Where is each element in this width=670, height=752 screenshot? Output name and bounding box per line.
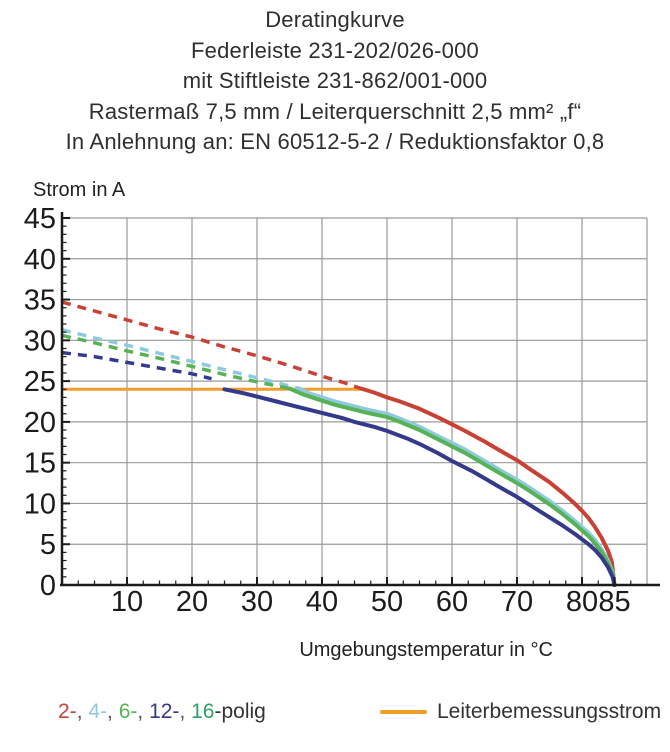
- legend-separator: ,: [179, 700, 192, 723]
- legend-item-16polig: 16: [191, 700, 215, 723]
- legend-separator: ,: [137, 700, 150, 723]
- y-axis-title: Strom in A: [33, 179, 126, 201]
- y-tick-label: 25: [23, 366, 56, 399]
- tick-label-layer: [24, 203, 631, 618]
- legend-separator: ,: [107, 700, 119, 723]
- x-tick-label: 40: [305, 586, 339, 618]
- x-axis-title: Umgebungstemperatur in °C: [299, 639, 553, 661]
- series-layer: [62, 302, 615, 585]
- y-tick-label: 10: [23, 488, 56, 521]
- curve-dashed-2-polig: [62, 302, 361, 389]
- x-tick-label: 10: [110, 586, 144, 618]
- y-tick-label: 15: [23, 447, 56, 480]
- title-line-3: mit Stiftleiste 231-862/001-000: [182, 68, 488, 93]
- title-line-4: Rastermaß 7,5 mm / Leiterquerschnitt 2,5 mm² „f“: [88, 98, 582, 124]
- x-tick-label: 85: [598, 586, 631, 618]
- grid-layer: [62, 218, 647, 585]
- y-tick-label: 45: [23, 203, 56, 235]
- x-tick-label: 60: [435, 586, 469, 618]
- chart-title-block: [0, 5, 670, 158]
- x-tick-label: 80: [565, 586, 599, 618]
- legend-row: [0, 700, 670, 730]
- y-tick-label: 0: [39, 570, 56, 602]
- legend-item-12polig: 12-: [149, 700, 180, 723]
- reference-line-swatch: [380, 710, 427, 714]
- x-tick-label: 30: [240, 586, 274, 618]
- y-tick-label: 40: [23, 243, 56, 276]
- legend-item-4polig: 4-: [88, 700, 108, 723]
- x-tick-label: 20: [175, 586, 209, 618]
- y-tick-label: 35: [23, 284, 56, 317]
- x-tick-label: 50: [370, 586, 404, 618]
- legend-item-6polig: 6-: [118, 700, 138, 723]
- derating-chart: [0, 170, 670, 670]
- legend-separator: ,: [76, 700, 89, 723]
- title-line-1: Deratingkurve: [265, 7, 405, 32]
- x-tick-label: 70: [500, 586, 534, 618]
- y-tick-label: 5: [39, 529, 56, 562]
- pole-count-legend: [58, 700, 266, 724]
- title-line-5: In Anlehnung an: EN 60512-5-2 / Reduktionsfaktor 0,8: [65, 129, 605, 154]
- legend-suffix: -polig: [214, 700, 266, 723]
- legend-item-2polig: 2-: [58, 700, 77, 723]
- reference-line-label: Leiterbemessungsstrom: [437, 700, 662, 723]
- y-tick-label: 30: [23, 325, 56, 358]
- y-tick-label: 20: [23, 406, 56, 439]
- title-line-2: Federleiste 231-202/026-000: [191, 37, 479, 63]
